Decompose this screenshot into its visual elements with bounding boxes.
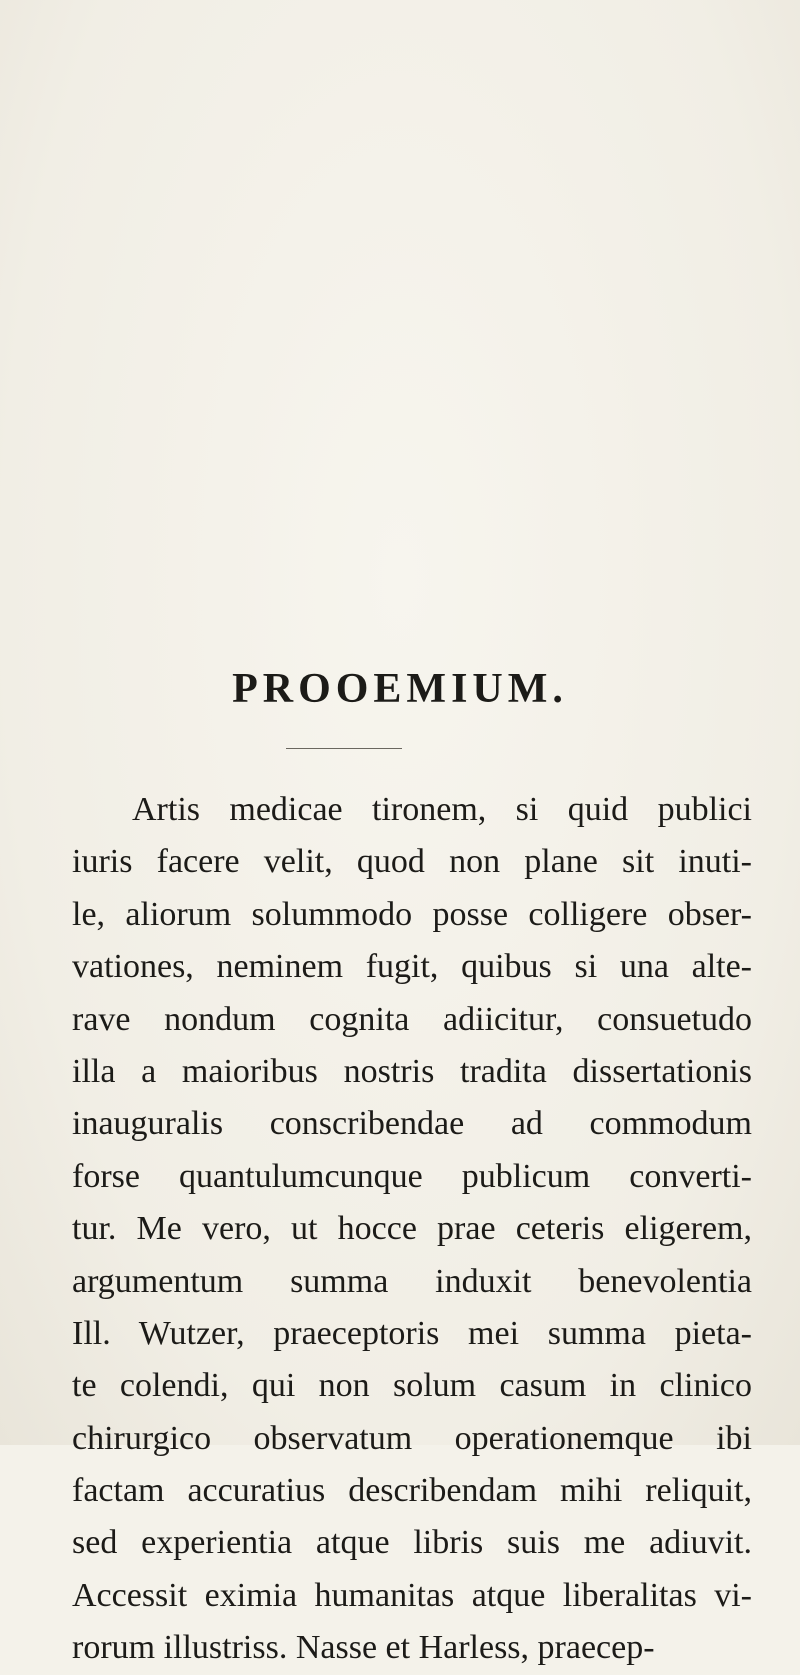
text-line: argumentum summa induxit benevolentia (72, 1262, 752, 1300)
text-line: factam accuratius describendam mihi reliquit, (72, 1472, 752, 1510)
text-line: rave nondum cognita adiicitur, consuetudo (72, 1000, 752, 1038)
page-heading: PROOEMIUM. (232, 666, 568, 712)
text-line: le, aliorum solummodo posse colligere obser- (72, 895, 752, 933)
text-line: illa a maioribus nostris tradita dissertationis (72, 1052, 752, 1090)
text-line: Ill. Wutzer, praeceptoris mei summa pieta- (72, 1314, 752, 1352)
text-line: iuris facere velit, quod non plane sit inuti- (72, 843, 752, 881)
heading-divider (286, 748, 402, 749)
text-line: rorum illustriss. Nasse et Harless, praecep- (72, 1629, 655, 1667)
text-line: Accessit eximia humanitas atque liberalitas vi- (72, 1576, 752, 1614)
text-line: Artis medicae tironem, si quid publici (132, 791, 752, 828)
text-line: sed experientia atque libris suis me adiuvit. (72, 1524, 752, 1562)
body-text (72, 784, 752, 1675)
text-line: forse quantulumcunque publicum converti- (72, 1157, 752, 1195)
text-line: te colendi, qui non solum casum in clinico (72, 1367, 752, 1405)
text-line: inauguralis conscribendae ad commodum (72, 1105, 752, 1143)
text-line: tur. Me vero, ut hocce prae ceteris eligerem, (72, 1210, 752, 1248)
text-line: chirurgico observatum operationemque ibi (72, 1419, 752, 1457)
text-line: vationes, neminem fugit, quibus si una alte- (72, 948, 752, 986)
